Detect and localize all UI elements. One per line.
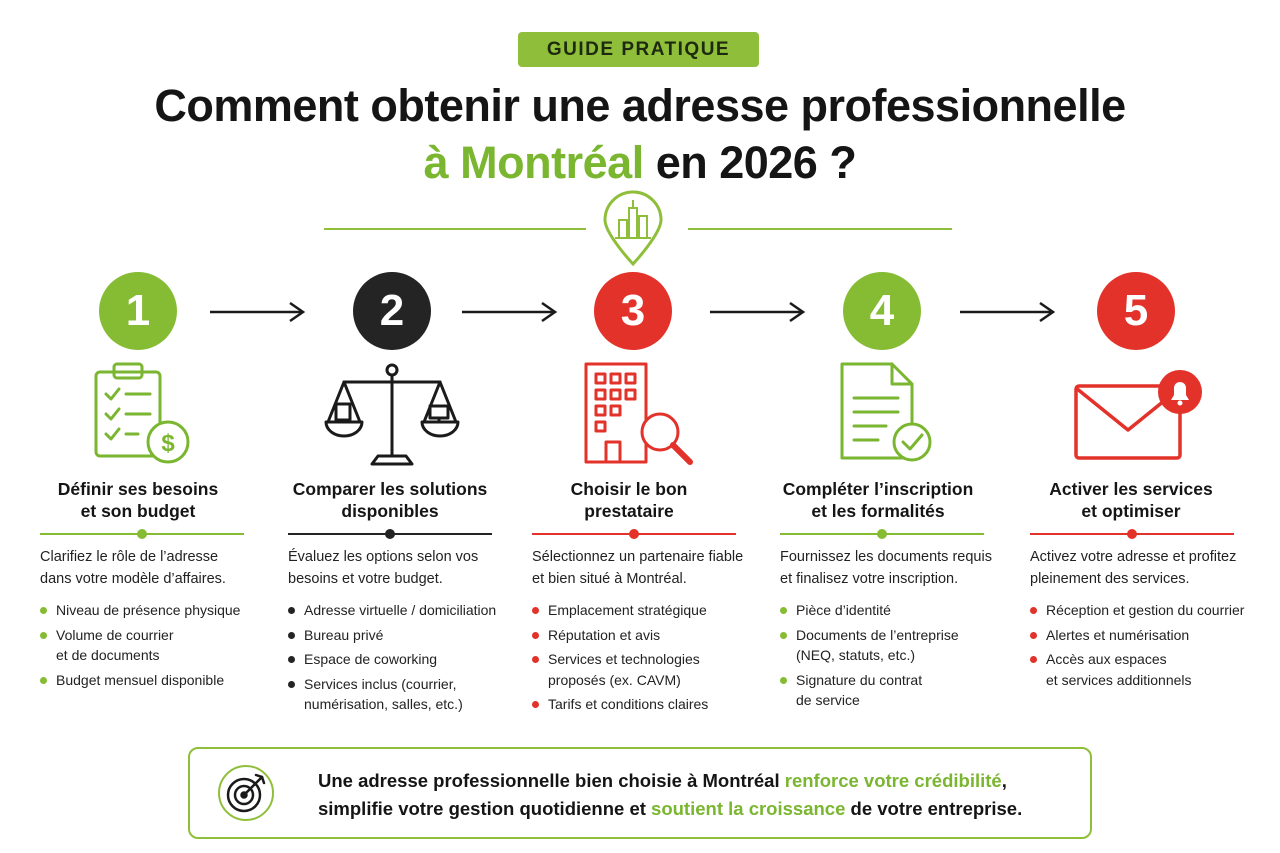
step-2-list (288, 600, 528, 719)
target-arrow-icon (212, 763, 280, 823)
step-3-divider (532, 528, 736, 540)
city-pin-icon (601, 190, 665, 271)
step-1-list (40, 600, 280, 694)
guide-badge: GUIDE PRATIQUE (518, 32, 759, 67)
step-3-description: Sélectionnez un partenaire fiable et bien situé à Montréal. (532, 549, 744, 587)
step-4-description: Fournissez les documents requis et finalisez votre inscription. (780, 549, 992, 587)
list-item: Alertes et numérisation (1030, 625, 1270, 646)
list-item: Services inclus (courrier, numérisation, salles, etc.) (288, 674, 528, 715)
step-2-number: 2 (353, 272, 431, 350)
step-3-number: 3 (594, 272, 672, 350)
step-4-title: Compléter l’inscription et les formalités (782, 479, 974, 521)
balance-scale-icon (322, 358, 462, 468)
list-item: Emplacement stratégique (532, 600, 772, 621)
step-2-title: Comparer les solutions disponibles (292, 479, 488, 521)
step-4-list (780, 600, 1020, 715)
page-title: Comment obtenir une adresse professionnelle (154, 80, 1126, 131)
list-item: Accès aux espaces et services additionnels (1030, 649, 1270, 690)
checklist-dollar-icon (90, 358, 194, 468)
step-1-number: 1 (99, 272, 177, 350)
title-rest: en 2026 ? (643, 137, 857, 188)
arrow-right-icon (208, 300, 306, 324)
arrow-right-icon (460, 300, 558, 324)
svg-text:$: $ (161, 430, 175, 457)
step-4-divider (780, 528, 984, 540)
list-item: Tarifs et conditions claires (532, 694, 772, 715)
step-2-description: Évaluez les options selon vos besoins et votre budget. (288, 549, 479, 587)
list-item: Services et technologies proposés (ex. CAVM) (532, 649, 772, 690)
step-5-number: 5 (1097, 272, 1175, 350)
step-3-title: Choisir le bon prestataire (570, 479, 688, 521)
document-check-icon (834, 358, 938, 468)
list-item: Documents de l’entreprise (NEQ, statuts, etc.) (780, 625, 1020, 666)
list-item: Niveau de présence physique (40, 600, 280, 621)
decorative-line-left (324, 228, 586, 230)
step-1-description: Clarifiez le rôle de l’adresse dans votre modèle d’affaires. (40, 549, 226, 587)
summary-box (188, 747, 1092, 839)
list-item: Adresse virtuelle / domiciliation (288, 600, 528, 621)
step-5-description: Activez votre adresse et profitez pleinement des services. (1030, 549, 1237, 587)
step-3-list (532, 600, 772, 719)
list-item: Budget mensuel disponible (40, 670, 280, 691)
step-2-divider (288, 528, 492, 540)
step-5-divider (1030, 528, 1234, 540)
envelope-bell-icon (1070, 358, 1206, 468)
list-item: Bureau privé (288, 625, 528, 646)
decorative-line-right (688, 228, 952, 230)
list-item: Signature du contrat de service (780, 670, 1020, 711)
step-1-divider (40, 528, 244, 540)
list-item: Réputation et avis (532, 625, 772, 646)
list-item: Pièce d’identité (780, 600, 1020, 621)
summary-text: Une adresse professionnelle bien choisie à Montréal renforce votre crédibilité, simplifie votre gestion quotidienne et soutient la croissance de votre entreprise. (318, 770, 1023, 819)
building-search-icon (578, 358, 702, 468)
step-4-number: 4 (843, 272, 921, 350)
step-1-title: Définir ses besoins et son budget (57, 479, 219, 521)
list-item: Volume de courrier et de documents (40, 625, 280, 666)
page-title-line2 (0, 137, 1280, 189)
step-5-title: Activer les services et optimiser (1049, 479, 1213, 521)
list-item: Réception et gestion du courrier (1030, 600, 1270, 621)
list-item: Espace de coworking (288, 649, 528, 670)
title-highlight: à Montréal (423, 137, 644, 188)
step-5-list (1030, 600, 1270, 694)
arrow-right-icon (708, 300, 806, 324)
arrow-right-icon (958, 300, 1056, 324)
